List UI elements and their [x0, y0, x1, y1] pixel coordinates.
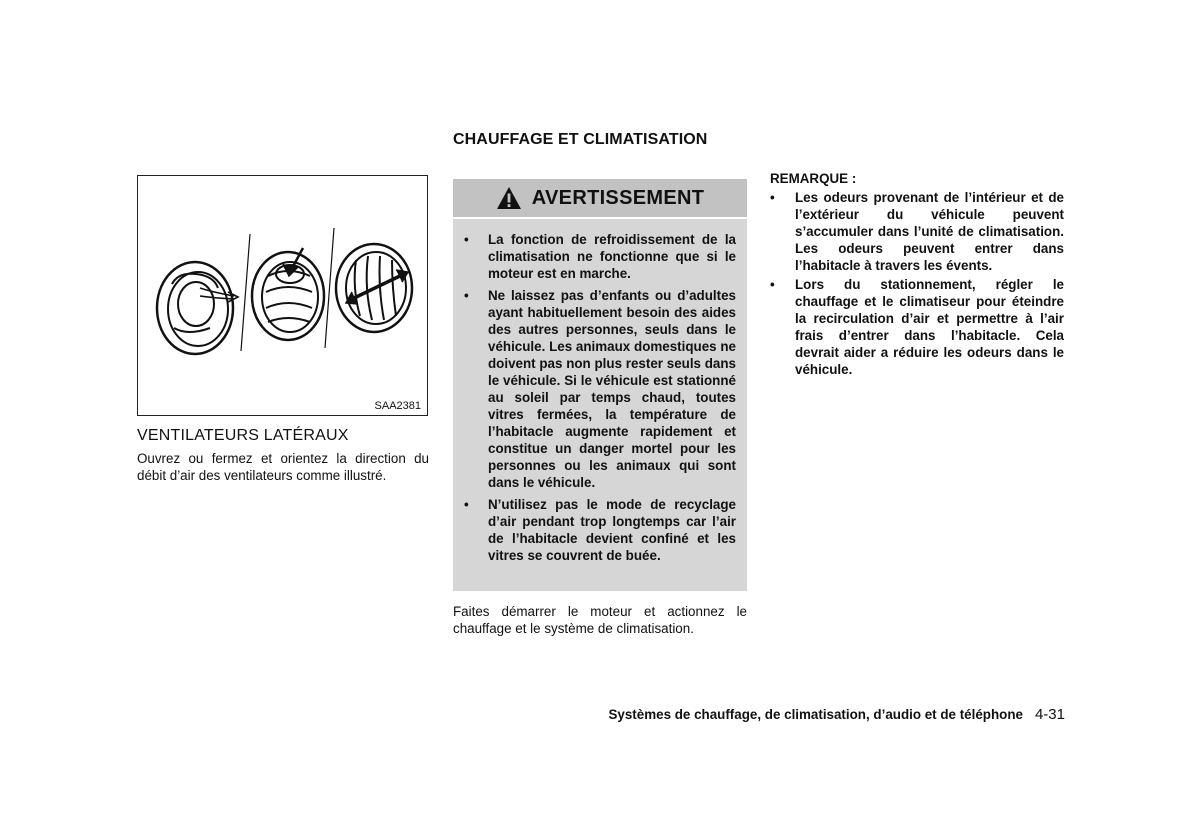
startup-instructions: Faites démarrer le moteur et actionnez le chauffage et le système de climatisation. — [453, 604, 747, 636]
remark-list — [770, 189, 1064, 380]
subsection-heading: VENTILATEURS LATÉRAUX — [137, 427, 349, 444]
warning-header — [453, 179, 747, 219]
list-item — [770, 189, 1064, 274]
warning-triangle-icon — [496, 186, 522, 210]
bullet: • — [464, 288, 469, 303]
remark-title: REMARQUE : — [770, 171, 857, 186]
bullet: • — [464, 232, 469, 247]
warning-box — [453, 179, 747, 591]
figure-code: SAA2381 — [374, 400, 421, 412]
vent-instructions: Ouvrez ou fermez et orientez la direction du débit d’air des ventilateurs comme illustré. — [137, 451, 429, 483]
bullet: • — [770, 190, 775, 205]
bullet: • — [770, 277, 775, 292]
list-item — [453, 496, 747, 564]
warning-title: AVERTISSEMENT — [531, 186, 705, 209]
remark-item-text: Lors du stationnement, régler le chauffage et le climatiseur pour éteindre la recirculation d’air et permettre à l’air frais d’entrer dans l’habitacle. Cela devrait aider a réduire les odeurs dans le véhicule. — [795, 277, 1064, 377]
remark-item-text: Les odeurs provenant de l’intérieur et de l’extérieur du véhicule peuvent s’accumuler dans l’unité de climatisation. Les odeurs peuvent entrer dans l’habitacle à travers les évents. — [795, 190, 1064, 273]
warning-item-text: N’utilisez pas le mode de recyclage d’air pendant trop longtemps car l’air de l’habitacle devient confiné et les vitres se couvrent de buée. — [488, 497, 736, 563]
page-footer — [560, 706, 1065, 723]
warning-item-text: Ne laissez pas d’enfants ou d’adultes ayant habituellement besoin des aides des autres personnes, seuls dans le véhicule. Les animaux domestiques ne doivent pas non plus rester seuls dans le véhicule. Si le véhicule est stationné au soleil par temps chaud, toutes vitres fermées, la température de l’habitacle augmente rapidement et constitue un danger mortel pour les personnes ou les animaux qui sont dans le véhicule. — [488, 288, 736, 490]
warning-item-text: La fonction de refroidissement de la climatisation ne fonctionne que si le moteur est en marche. — [488, 232, 736, 281]
section-title: CHAUFFAGE ET CLIMATISATION — [453, 131, 708, 148]
list-item — [770, 276, 1064, 378]
vent-illustration — [137, 175, 428, 416]
bullet: • — [464, 497, 469, 512]
chapter-title: Systèmes de chauffage, de climatisation, d’audio et de téléphone — [608, 707, 1023, 722]
list-item — [453, 287, 747, 491]
warning-list — [453, 231, 747, 564]
list-item — [453, 231, 747, 282]
page-number: 4-31 — [1034, 706, 1065, 723]
side-vents-drawing — [138, 176, 427, 415]
